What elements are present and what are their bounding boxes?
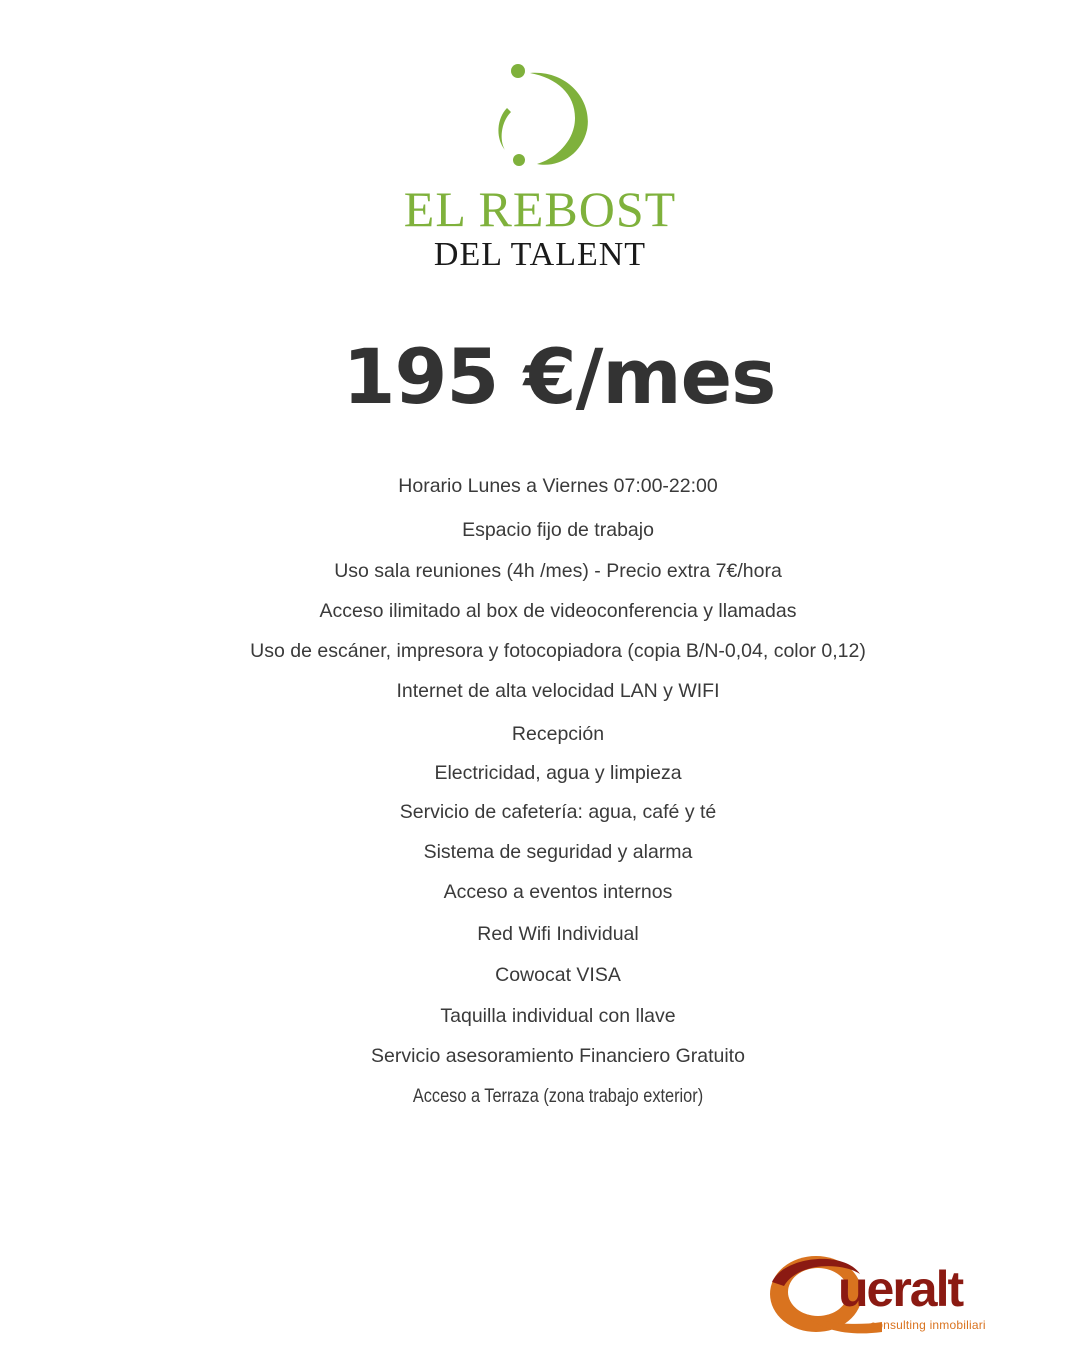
feature-item: Electricidad, agua y limpieza <box>434 762 682 784</box>
price-heading: 195 €/mes <box>342 332 776 421</box>
rebost-logo <box>0 60 1080 272</box>
feature-item: Cowocat VISA <box>495 964 621 986</box>
feature-item: Servicio asesoramiento Financiero Gratuito <box>371 1045 745 1067</box>
feature-item: Acceso ilimitado al box de videoconferencia y llamadas <box>319 600 797 622</box>
feature-item: Espacio fijo de trabajo <box>462 519 654 541</box>
feature-item: Acceso a Terraza (zona trabajo exterior) <box>412 1086 704 1107</box>
feature-item: Internet de alta velocidad LAN y WIFI <box>396 680 720 702</box>
feature-item: Uso de escáner, impresora y fotocopiadora (copia B/N-0,04, color 0,12) <box>250 640 866 662</box>
brand-subtitle: consulting inmobiliari <box>870 1318 986 1332</box>
feature-item: Uso sala reuniones (4h /mes) - Precio extra 7€/hora <box>334 560 782 582</box>
feature-item: Sistema de seguridad y alarma <box>423 841 693 863</box>
feature-item: Recepción <box>511 723 605 745</box>
feature-item: Acceso a eventos internos <box>443 881 673 903</box>
brand-name: ueralt <box>838 1261 963 1317</box>
feature-item: Horario Lunes a Viernes 07:00-22:00 <box>398 475 718 497</box>
feature-item: Red Wifi Individual <box>477 923 639 945</box>
circle-dots-icon <box>475 60 605 170</box>
queralt-logo <box>764 1252 1004 1336</box>
logo-name-line2: DEL TALENT <box>433 236 647 273</box>
logo-name-line1: EL REBOST <box>403 181 677 237</box>
feature-item: Taquilla individual con llave <box>440 1005 676 1027</box>
feature-item: Servicio de cafetería: agua, café y té <box>399 801 717 823</box>
